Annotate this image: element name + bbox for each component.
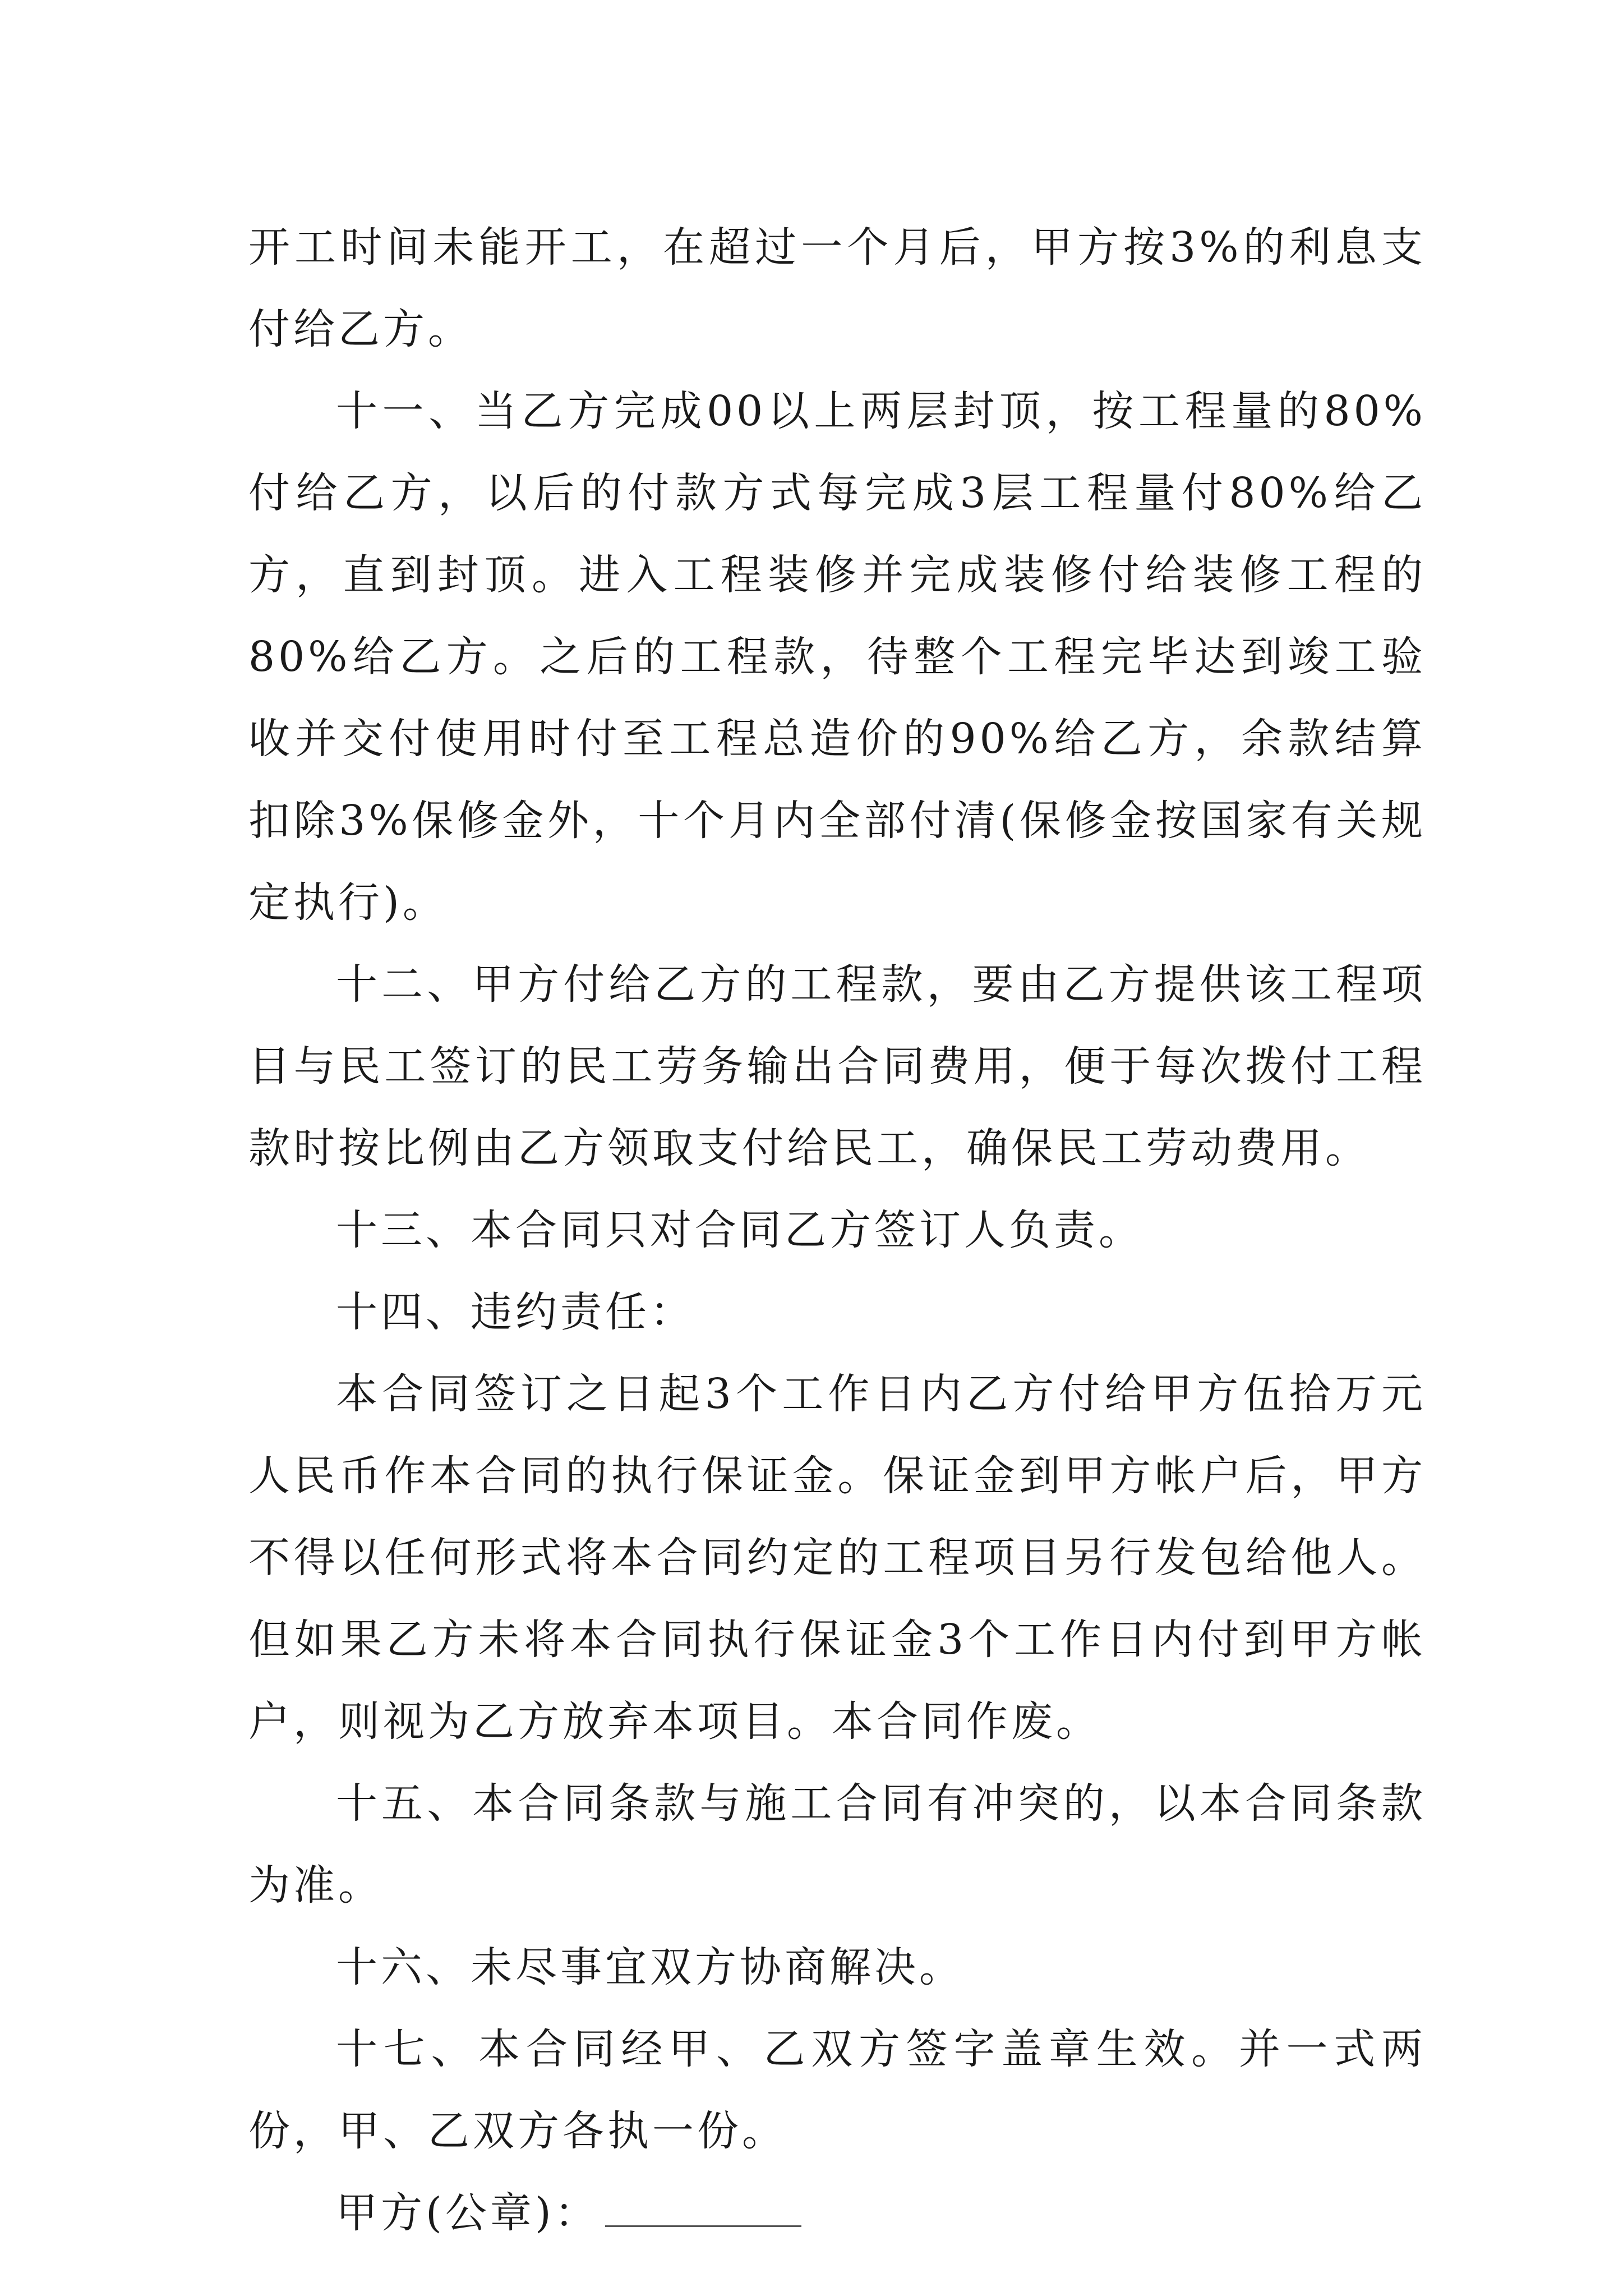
paragraph-breach-liability: 本合同签订之日起3个工作日内乙方付给甲方伍拾万元人民币作本合同的执行保证金。保证金到甲方帐户后，甲方不得以任何形式将本合同约定的工程项目另行发包给他人。但如果乙方未将本合同执行保证金3个工作日内付到甲方帐户，则视为乙方放弃本项目。本合同作废。	[248, 1370, 1426, 1746]
signature-blank	[605, 2184, 801, 2227]
paragraph-clause-12: 十二、甲方付给乙方的工程款，要由乙方提供该工程项目与民工签订的民工劳务输出合同费用，便于每次拨付工程款时按比例由乙方领取支付给民工，确保民工劳动费用。	[248, 960, 1426, 1172]
paragraph-clause-11: 十一、当乙方完成00以上两层封顶，按工程量的80%付给乙方，以后的付款方式每完成3层工程量付80%给乙方，直到封顶。进入工程装修并完成装修付给装修工程的80%给乙方。之后的工程款，待整个工程完毕达到竣工验收并交付使用时付至工程总造价的90%给乙方，余款结算扣除3%保修金外，十个月内全部付清(保修金按国家有关规定执行)。	[248, 387, 1426, 927]
paragraph-continuation: 开工时间未能开工，在超过一个月后，甲方按3%的利息支付给乙方。	[248, 223, 1426, 353]
paragraph-clause-14: 十四、违约责任：	[336, 1288, 695, 1336]
paragraph-clause-15: 十五、本合同条款与施工合同有冲突的，以本合同条款为准。	[248, 1779, 1426, 1910]
signature-label: 甲方(公章)：	[336, 2189, 600, 2237]
document-body	[248, 206, 1426, 2254]
signature-line-party-a	[248, 2172, 1426, 2254]
paragraph-clause-16: 十六、未尽事宜双方协商解决。	[336, 1943, 964, 1991]
paragraph-clause-17: 十七、本合同经甲、乙双方签字盖章生效。并一式两份，甲、乙双方各执一份。	[248, 2025, 1426, 2155]
paragraph-clause-13: 十三、本合同只对合同乙方签订人负责。	[336, 1206, 1144, 1254]
